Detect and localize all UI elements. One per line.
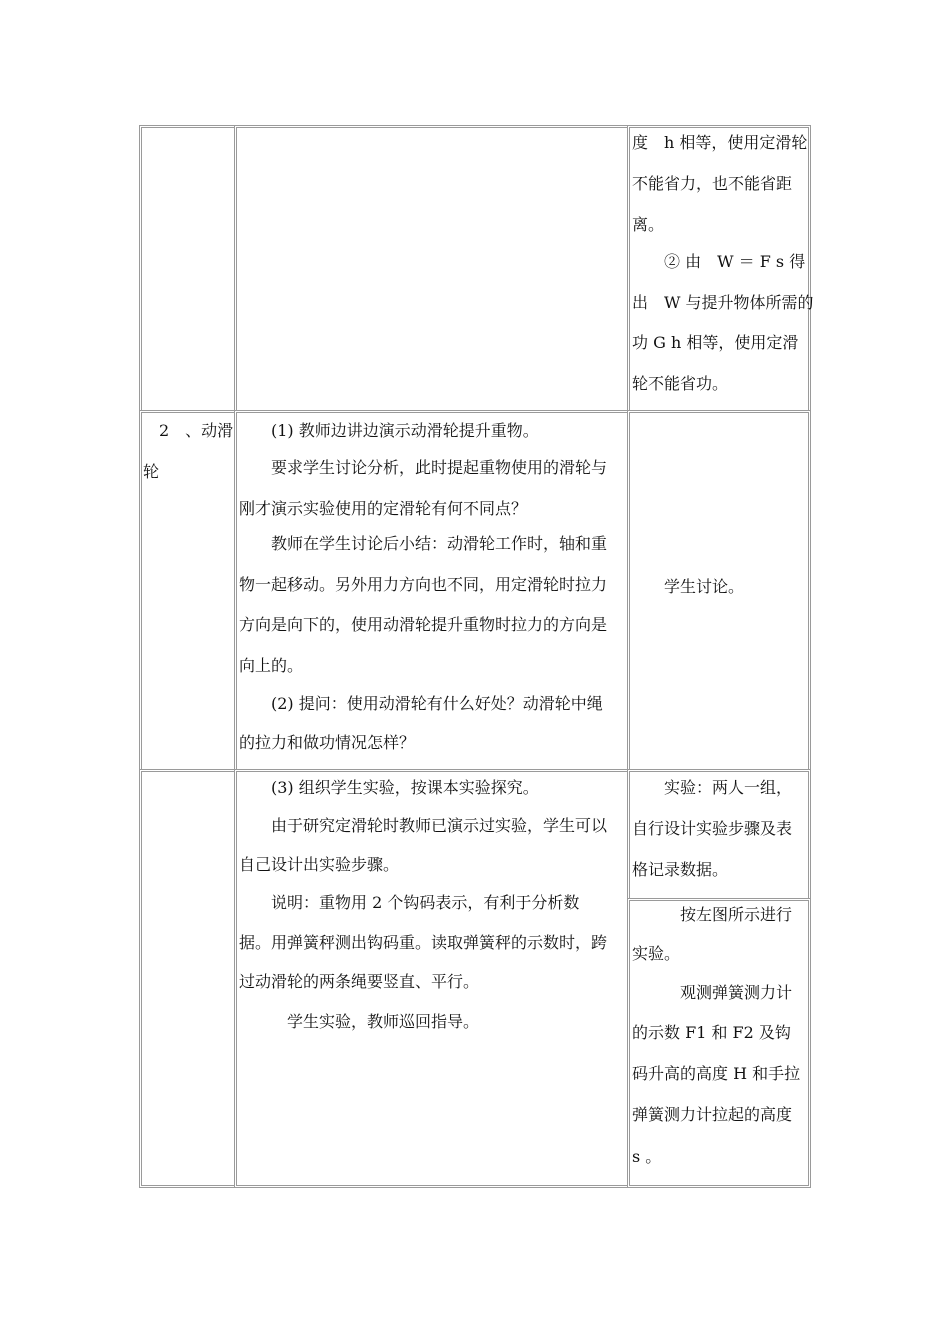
row3-col2-line-5: 据。用弹簧秤测出钩码重。读取弹簧秤的示数时，跨 (239, 933, 608, 952)
row2-col2-line-5: 物一起移动。另外用力方向也不同，用定滑轮时拉力 (239, 575, 608, 594)
row3-col3a-line-3: 格记录数据。 (632, 860, 729, 879)
row3-col3b-line-3: 观测弹簧测力计 (632, 983, 793, 1002)
row1-col1-cell (139, 125, 237, 413)
row2-col2-line-9: 的拉力和做功情况怎样？ (239, 733, 416, 752)
row2-col2-line-7: 向上的。 (239, 656, 304, 675)
row1-col3-line-7: 轮不能省功。 (632, 374, 729, 393)
row1-col3-line-3: 离。 (632, 215, 665, 234)
row3-col3b-line-1: 按左图所示进行 (632, 905, 793, 924)
row3-col2-line-1: (3) 组织学生实验，按课本实验探究。 (239, 778, 539, 797)
row3-col2-line-4: 说明：重物用 2 个钩码表示，有利于分析数 (239, 893, 580, 912)
row3-col2-line-3: 自己设计出实验步骤。 (239, 855, 400, 874)
row2-col2-line-8: (2) 提问：使用动滑轮有什么好处？动滑轮中绳 (239, 694, 603, 713)
row3-col2-line-6: 过动滑轮的两条绳要竖直、平行。 (239, 972, 480, 991)
row2-col2-line-2: 要求学生讨论分析，此时提起重物使用的滑轮与 (239, 458, 608, 477)
row2-col2-line-6: 方向是向下的，使用动滑轮提升重物时拉力的方向是 (239, 615, 608, 634)
row3-col3b-line-7: s 。 (632, 1147, 662, 1166)
row2-col3-text: 学生讨论。 (664, 577, 745, 596)
row2-col1-line-2: 轮 (143, 462, 160, 481)
row3-col3a-line-2: 自行设计实验步骤及表 (632, 819, 793, 838)
row1-col3-line-6: 功 G h 相等，使用定滑 (632, 333, 799, 352)
row3-col1-cell (139, 769, 237, 1188)
row1-col2-cell (234, 125, 630, 413)
row2-col1-line-1: 2 、动滑 (143, 421, 234, 440)
row3-col3b-line-4: 的示数 F1 和 F2 及钩 (632, 1023, 791, 1042)
row2-col2-line-4: 教师在学生讨论后小结：动滑轮工作时，轴和重 (239, 534, 608, 553)
row3-col3b-line-5: 码升高的高度 H 和手拉 (632, 1064, 801, 1083)
row3-col3a-line-1: 实验：两人一组， (632, 778, 793, 797)
row1-col3-line-4: ② 由 W ＝ F s 得 (632, 252, 806, 271)
row1-col3-line-1: 度 h 相等，使用定滑轮 (632, 133, 808, 152)
row1-col3-line-5: 出 W 与提升物体所需的 (632, 293, 814, 312)
row2-col2-line-1: (1) 教师边讲边演示动滑轮提升重物。 (239, 421, 539, 440)
row3-col3b-line-6: 弹簧测力计拉起的高度 (632, 1105, 793, 1124)
row3-col3b-line-2: 实验。 (632, 944, 681, 963)
row3-col2-line-2: 由于研究定滑轮时教师已演示过实验，学生可以 (239, 816, 608, 835)
row3-col2-line-7: 学生实验，教师巡回指导。 (239, 1012, 480, 1031)
row2-col2-line-3: 刚才演示实验使用的定滑轮有何不同点？ (239, 499, 528, 518)
row1-col3-line-2: 不能省力，也不能省距 (632, 174, 793, 193)
